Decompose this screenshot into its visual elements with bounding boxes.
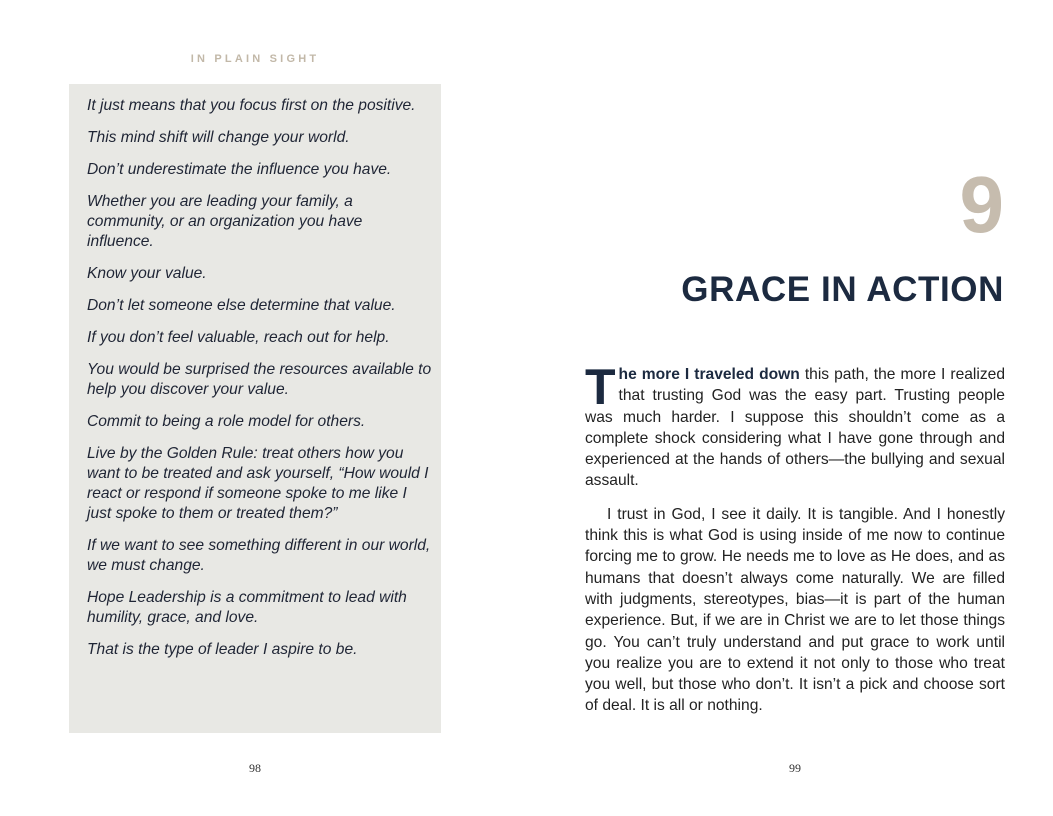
running-head: IN PLAIN SIGHT bbox=[190, 53, 320, 65]
chapter-body bbox=[585, 359, 1005, 729]
sidebar-line: Know your value. bbox=[87, 265, 207, 282]
sidebar-line: This mind shift will change your world. bbox=[87, 129, 350, 146]
chapter-title: GRACE IN ACTION bbox=[681, 270, 1004, 309]
sidebar-line: It just means that you focus first on the positive. bbox=[87, 97, 416, 114]
sidebar-callout-box bbox=[69, 84, 441, 733]
sidebar-line: If you don’t feel valuable, reach out for help. bbox=[87, 329, 390, 346]
page-number-right: 99 bbox=[789, 761, 801, 775]
paragraph-opening bbox=[585, 359, 1005, 492]
drop-cap: T bbox=[585, 359, 616, 415]
chapter-number: 9 bbox=[959, 160, 1004, 249]
sidebar-line: If we want to see something different in our world, we must change. bbox=[87, 537, 431, 574]
sidebar-line: Don’t underestimate the influence you have. bbox=[87, 161, 392, 178]
lead-in: he more I traveled down bbox=[618, 366, 800, 383]
sidebar-line: You would be surprised the resources available to help you discover your value. bbox=[87, 361, 432, 398]
paragraph: I trust in God, I see it daily. It is tangible. And I honestly think this is what God is using inside of me now to continue forcing me to grow. He needs me to love as He does, and as humans that doesn’t always come naturally. We are filled with judgments, stereotypes, bias—it is part of the human experience. But, if we are in Christ we are to let those things go. You can’t truly understand and put grace to work until you realize you are to extend it not only to those who treat you well, but those who don’t. It isn’t a pick and choose sort of deal. It is all or nothing. bbox=[585, 505, 1005, 715]
sidebar-line: Hope Leadership is a commitment to lead with humility, grace, and love. bbox=[87, 589, 407, 626]
paragraph-text: this path, the more I realized that trusting God was the easy part. Trusting people was much harder. I suppose this shouldn’t come as a complete shock considering what I have gone through and experienced at the hands of others—the bullying and sexual assault. bbox=[585, 366, 1005, 490]
sidebar-line: Live by the Golden Rule: treat others how you want to be treated and ask yourself, “How would I react or respond if someone spoke to me like I just spoke to them or treated them?” bbox=[87, 445, 429, 522]
page-number-left: 98 bbox=[249, 761, 261, 775]
sidebar-line: Whether you are leading your family, a community, or an organization you have influence. bbox=[87, 193, 363, 250]
sidebar-line: Don’t let someone else determine that value. bbox=[87, 297, 396, 314]
sidebar-line: Commit to being a role model for others. bbox=[87, 413, 366, 430]
sidebar-line: That is the type of leader I aspire to be. bbox=[87, 641, 358, 658]
